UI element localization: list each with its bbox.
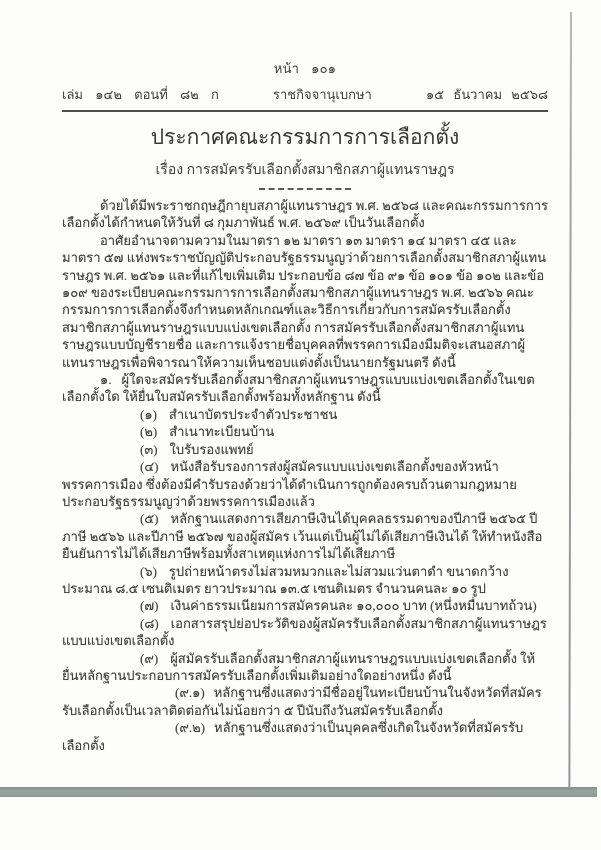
list-item (62, 615, 548, 650)
subitem-marker: (๙.๑) (175, 685, 205, 701)
scan-artifact-page-edge-line (568, 12, 572, 788)
item-marker: (๗) (140, 598, 159, 614)
clause-text: ผู้ใดจะสมัครรับเลือกตั้งสมาชิกสภาผู้แทนราษฎรแบบแบ่งเขตเลือกตั้งในเขตเลือกตั้งใด ให้ยื่นใบสมัครรับเลือกตั้งพร้อมทั้งหลักฐาน ดังนี้ (62, 372, 535, 405)
document-subject: เรื่อง การสมัครรับเลือกตั้งสมาชิกสภาผู้แทนราษฎร (155, 163, 455, 178)
page-number: ๑๐๑ (311, 61, 337, 76)
gazette-date: ๑๕ ธันวาคม ๒๕๖๘ (426, 87, 548, 102)
sub-list-item (62, 684, 548, 719)
scan-artifact-bottom-shadow-band (0, 787, 597, 797)
title-divider (259, 188, 351, 190)
item-text: รูปถ่ายหน้าตรงไม่สวมหมวกและไม่สวมแว่นตาดำ ขนาดกว้างประมาณ ๘.๕ เซนติเมตร ยาวประมาณ ๑๓.๕ เซนติเมตร จำนวนคนละ ๑๐ รูป (62, 563, 509, 596)
item-marker: (๒) (140, 424, 158, 440)
page-content (62, 58, 548, 754)
item-text: ใบรับรองแพทย์ (169, 441, 254, 457)
list-item (62, 423, 548, 440)
item-text: หลักฐานแสดงการเสียภาษีเงินได้บุคคลธรรมดาของปีภาษี ๒๕๖๕ ปีภาษี ๒๕๖๖ และปีภาษี ๒๕๖๗ ของผู้สมัคร เว้นแต่เป็นผู้ไม่ได้เสียภาษีเงินได้ ให้ทำหนังสือยืนยันการไม่ได้เสียภาษีพร้อมทั้งสาเหตุแห่งการไม่ได้เสียภาษี (62, 511, 543, 562)
list-item (62, 406, 548, 423)
item-marker: (๓) (140, 441, 158, 457)
list-item (62, 650, 548, 685)
item-marker: (๕) (140, 511, 159, 527)
paragraph: ด้วยได้มีพระราชกฤษฎีกายุบสภาผู้แทนราษฎร พ.ศ. ๒๕๖๘ และคณะกรรมการการเลือกตั้งได้กำหนดให้วันที่ ๘ กุมภาพันธ์ พ.ศ. ๒๕๖๙ เป็นวันเลือกตั้ง (62, 198, 548, 231)
page-label: หน้า (273, 61, 300, 76)
page-number-line (62, 58, 548, 79)
item-marker: (๖) (140, 563, 157, 579)
item-marker: (๙) (140, 650, 159, 666)
sub-list-item (62, 719, 548, 754)
list-item (62, 510, 548, 562)
document-title: ประกาศคณะกรรมการการเลือกตั้ง (150, 125, 460, 149)
clause-item (62, 371, 548, 406)
item-marker: (๘) (140, 615, 159, 631)
list-item (62, 458, 548, 510)
volume-issue: เล่ม ๑๔๒ ตอนที่ ๘๒ ก (62, 87, 219, 102)
item-text: ผู้สมัครรับเลือกตั้งสมาชิกสภาผู้แทนราษฎรแบบแบ่งเขตเลือกตั้ง ให้ยื่นหลักฐานประกอบการสมัครรับเลือกตั้งเพิ่มเติมอย่างใดอย่างหนึ่ง ดังนี้ (62, 650, 536, 683)
item-text: สำเนาบัตรประจำตัวประชาชน (168, 406, 338, 422)
list-item (62, 597, 548, 614)
subitem-marker: (๙.๒) (175, 720, 205, 736)
item-marker: (๔) (140, 459, 159, 475)
item-text: เงินค่าธรรมเนียมการสมัครคนละ ๑๐,๐๐๐ บาท (หนึ่งหมื่นบาทถ้วน) (170, 598, 537, 614)
gazette-name: ราชกิจจานุเบกษา (273, 87, 372, 102)
item-text: เอกสารสรุปย่อประวัติของผู้สมัครรับเลือกตั้งสมาชิกสภาผู้แทนราษฎรแบบแบ่งเขตเลือกตั้ง (62, 615, 547, 649)
subitem-text: หลักฐานซึ่งแสดงว่าเป็นบุคคลซึ่งเกิดในจังหวัดที่สมัครรับเลือกตั้ง (62, 720, 524, 753)
gazette-header-row (62, 84, 548, 112)
paragraph: อาศัยอำนาจตามความในมาตรา ๑๒ มาตรา ๑๓ มาตรา ๑๔ มาตรา ๔๕ และมาตรา ๕๗ แห่งพระราชบัญญัติประกอบรัฐธรรมนูญว่าด้วยการเลือกตั้งสมาชิกสภาผู้แทนราษฎร พ.ศ. ๒๕๖๑ และที่แก้ไขเพิ่มเติม ประกอบข้อ ๘๗ ข้อ ๙๑ ข้อ ๑๐๑ ข้อ ๑๐๒ และข้อ ๑๐๙ ของระเบียบคณะกรรมการการเลือกตั้งสมาชิกสภาผู้แทนราษฎร พ.ศ. ๒๕๖๖ คณะกรรมการการเลือกตั้งจึงกำหนดหลักเกณฑ์และวิธีการเกี่ยวกับการสมัครรับเลือกตั้งสมาชิกสภาผู้แทนราษฎรแบบแบ่งเขตเลือกตั้ง การสมัครรับเลือกตั้งสมาชิกสภาผู้แทนราษฎรแบบบัญชีรายชื่อ และการแจ้งรายชื่อบุคคลที่พรรคการเมืองมีมติจะเสนอสภาผู้แทนราษฎรเพื่อพิจารณาให้ความเห็นชอบแต่งตั้งเป็นนายกรัฐมนตรี ดังนี้ (62, 232, 546, 370)
list-item (62, 441, 548, 458)
subitem-text: หลักฐานซึ่งแสดงว่ามีชื่ออยู่ในทะเบียนบ้านในจังหวัดที่สมัครรับเลือกตั้งเป็นเวลาติดต่อกันไม่น้อยกว่า ๕ ปีนับถึงวันสมัครรับเลือกตั้ง (62, 685, 542, 718)
list-item (62, 563, 548, 598)
clause-marker: ๑. (100, 372, 112, 388)
item-marker: (๑) (140, 406, 157, 422)
item-text: สำเนาทะเบียนบ้าน (169, 424, 275, 440)
document-body (62, 197, 548, 754)
item-text: หนังสือรับรองการส่งผู้สมัครแบบแบ่งเขตเลือกตั้งของหัวหน้าพรรคการเมือง ซึ่งต้องมีคำรับรองด้วยว่าได้ดำเนินการถูกต้องครบถ้วนตามกฎหมายประกอบรัฐธรรมนูญว่าด้วยพรรคการเมืองแล้ว (62, 459, 517, 509)
